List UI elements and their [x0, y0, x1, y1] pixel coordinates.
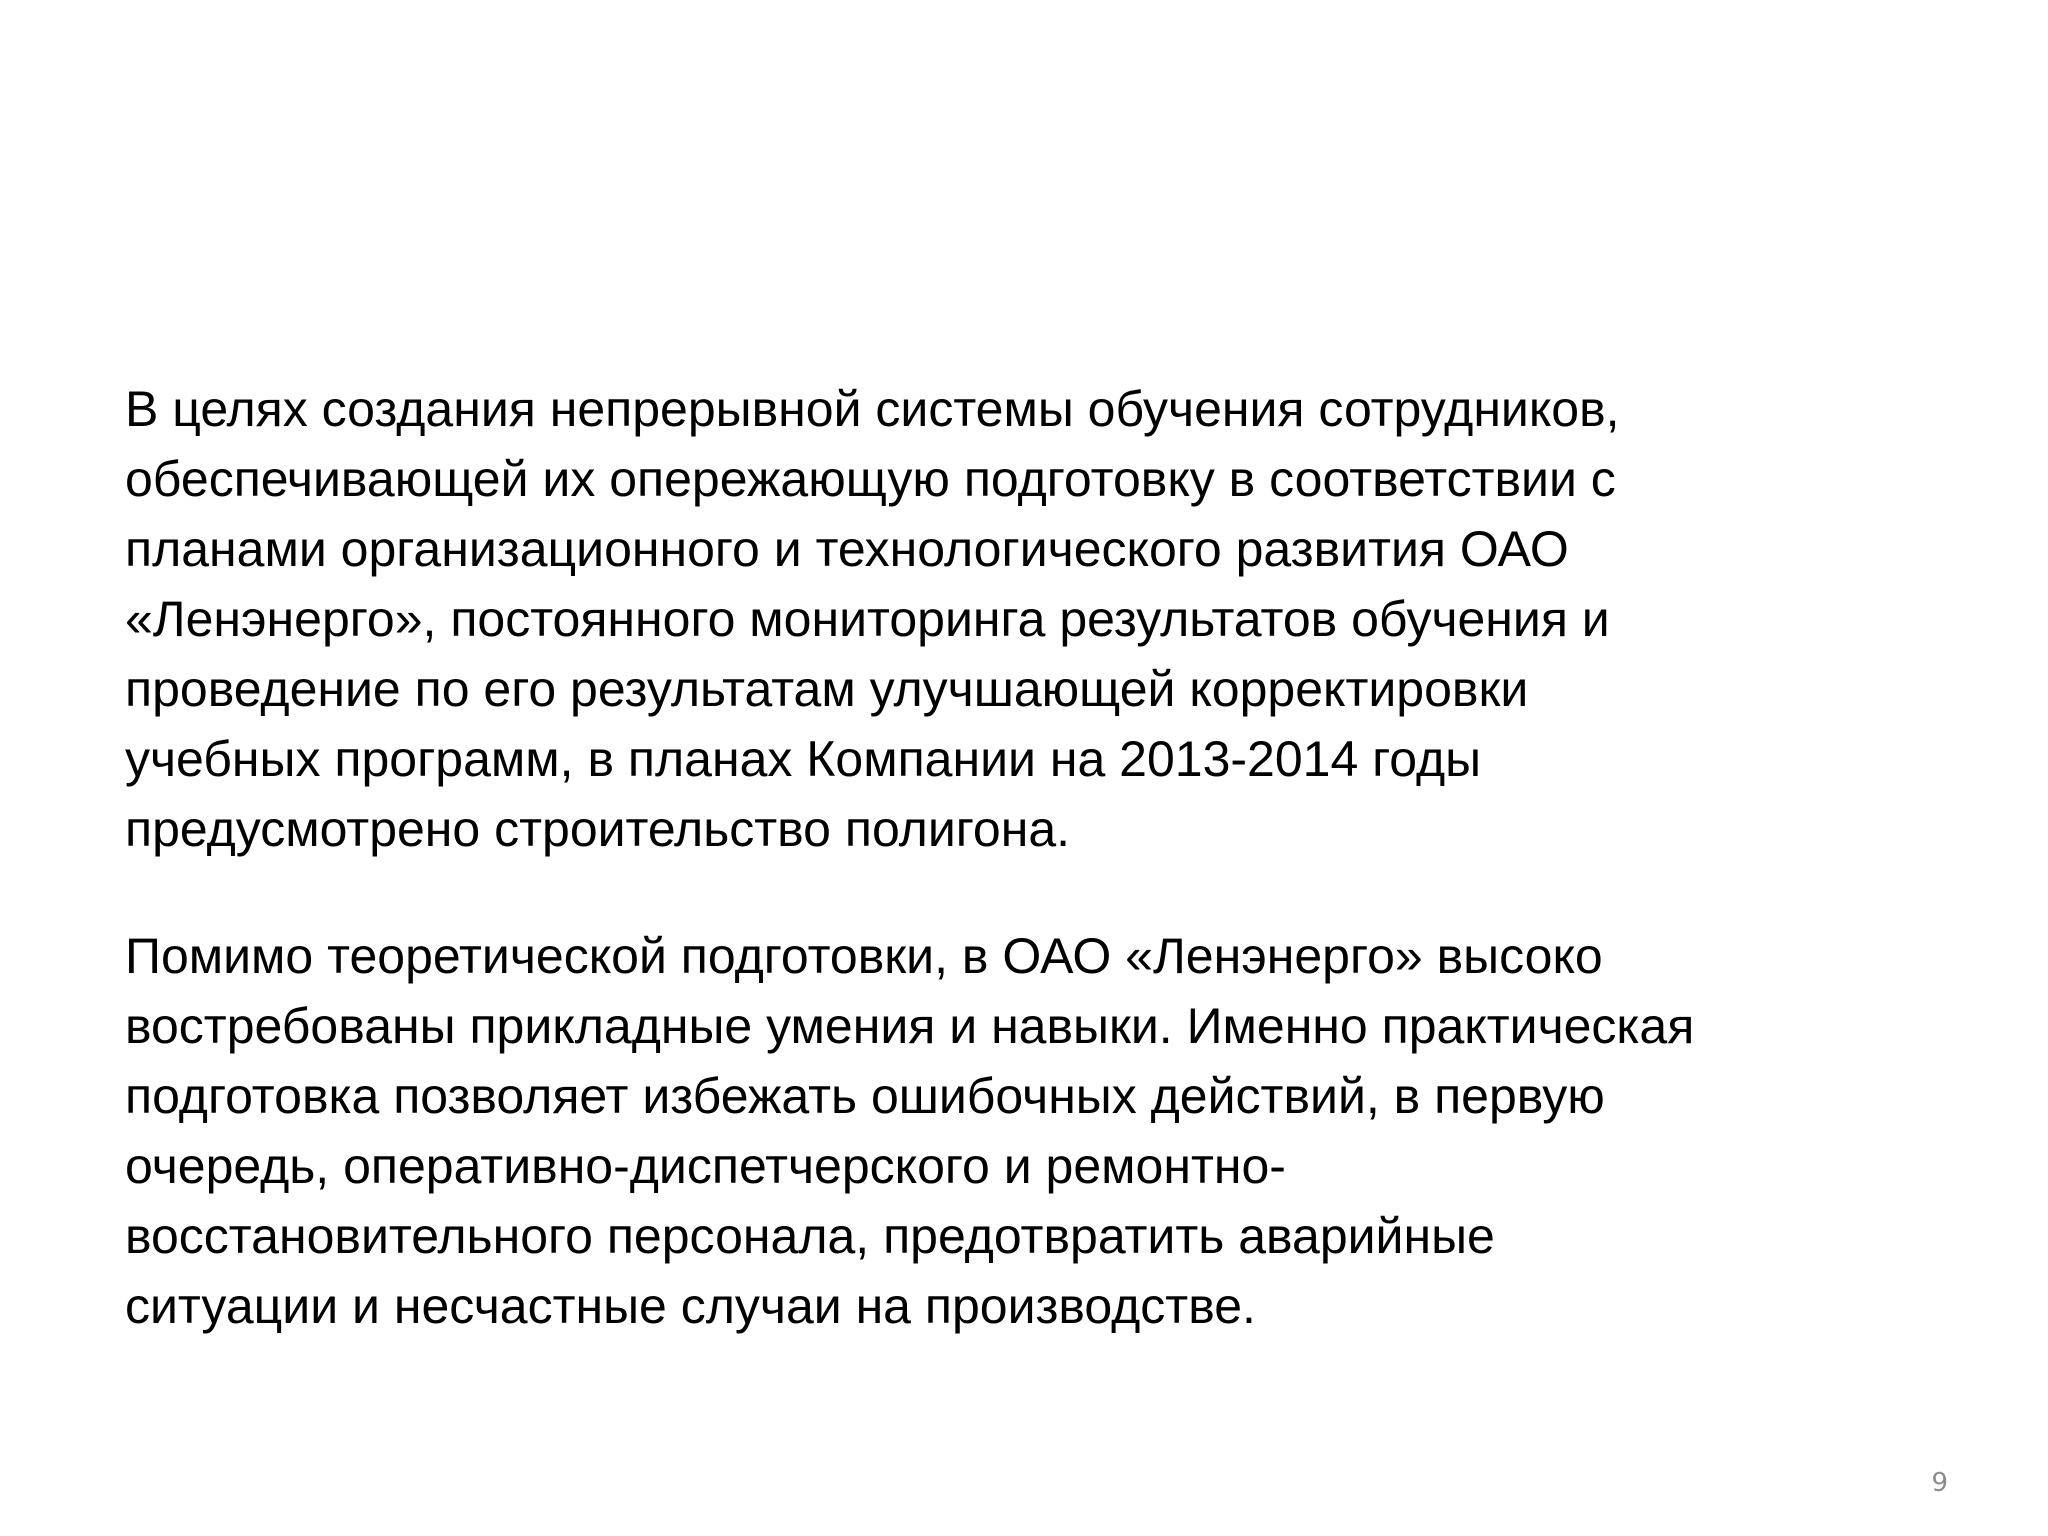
paragraph-1-line: учебных программ, в планах Компании на 2013-2014 годы — [125, 731, 1482, 787]
paragraph-spacer — [125, 864, 1965, 921]
paragraph-1-line: В целях создания непрерывной системы обучения сотрудников, — [125, 381, 1620, 437]
paragraph-1-line: предусмотрено строительство полигона. — [125, 801, 1071, 857]
page-number: 9 — [1931, 1468, 1948, 1498]
paragraph-2-line: ситуации и несчастные случаи на производстве. — [125, 1278, 1256, 1334]
paragraph-1-line: обеспечивающей их опережающую подготовку в соответствии с — [125, 451, 1616, 507]
paragraph-1-line: проведение по его результатам улучшающей корректировки — [125, 661, 1529, 717]
paragraph-1-line: «Ленэнерго», постоянного мониторинга результатов обучения и — [125, 591, 1610, 647]
paragraph-2-line: восстановительного персонала, предотвратить аварийные — [125, 1208, 1495, 1264]
paragraph-2-line: подготовка позволяет избежать ошибочных действий, в первую — [125, 1068, 1605, 1124]
paragraph-2-line: очередь, оперативно-диспетчерского и ремонтно- — [125, 1138, 1286, 1194]
paragraph-2-line: Помимо теоретической подготовки, в ОАО «Ленэнерго» высоко — [125, 928, 1603, 984]
paragraph-1-line: планами организационного и технологического развития ОАО — [125, 521, 1569, 577]
paragraph-1 — [125, 374, 1965, 864]
slide-body — [125, 374, 1965, 1341]
paragraph-2-line: востребованы прикладные умения и навыки. Именно практическая — [125, 998, 1695, 1054]
paragraph-2 — [125, 921, 1965, 1341]
